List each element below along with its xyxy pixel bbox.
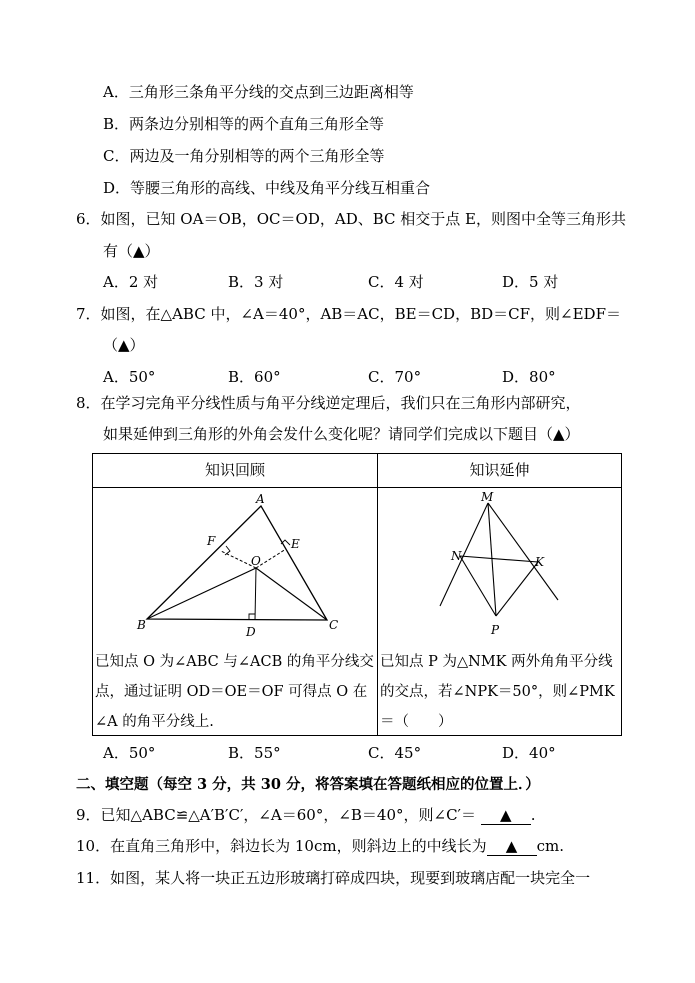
review-caption: 已知点 O 为∠ABC 与∠ACB 的角平分线交点，通过证明 OD＝OE＝OF 可得点 O 在∠A 的角平分线上. — [95, 654, 374, 730]
perpendicular-od — [255, 568, 256, 620]
q7-option-c: C．70° — [368, 368, 422, 386]
exterior-bisector-figure — [378, 488, 622, 647]
table-header-extension: 知识延伸 — [378, 454, 622, 488]
q7-stem-line1: 7．如图，在△ABC 中，∠A＝40°，AB＝AC，BE＝CD，BD＝CF，则∠EDF＝ — [76, 305, 621, 323]
q9-stem — [76, 804, 536, 825]
segment-mk-extended — [488, 503, 558, 600]
table-cell-extension — [378, 488, 622, 736]
q11-stem-line1: 11．如图，某人将一块正五边形玻璃打碎成四块，现要到玻璃店配一块完全一 — [76, 869, 591, 887]
q5-option-d: D．等腰三角形的高线、中线及角平分线互相重合 — [103, 179, 431, 197]
q10-answer-blank: ▲ — [487, 837, 537, 856]
q7-option-b: B．60° — [228, 368, 281, 386]
label-f: F — [207, 534, 216, 548]
q8-option-c: C．45° — [368, 744, 422, 762]
q9-end: . — [530, 806, 536, 824]
label-m: M — [481, 490, 494, 504]
label-c: C — [329, 618, 339, 632]
section-fill-in-title: 二、填空题（每空 3 分，共 30 分，将答案填在答题纸相应的位置上．） — [76, 776, 540, 793]
label-n: N — [451, 549, 462, 563]
q6-option-c: C．4 对 — [368, 273, 424, 291]
q6-option-d: D．5 对 — [502, 273, 559, 291]
bisector-co — [256, 568, 327, 620]
q7-option-a: A．50° — [103, 368, 156, 386]
label-p: P — [491, 623, 500, 637]
q8-knowledge-table — [92, 453, 622, 736]
q8-stem-line1: 8．在学习完角平分线性质与角平分线逆定理后，我们只在三角形内部研究， — [76, 394, 581, 412]
segment-np — [460, 556, 496, 616]
right-angle-mark-e — [281, 540, 290, 545]
angle-bisector-figure — [93, 488, 377, 647]
q6-option-b: B．3 对 — [228, 273, 284, 291]
q7-stem-line2: （▲） — [103, 336, 145, 354]
q6-stem-line1: 6．如图，已知 OA＝OB，OC＝OD，AD、BC 相交于点 E，则图中全等三角形共 — [76, 210, 626, 228]
q5-option-b: B．两条边分别相等的两个直角三角形全等 — [103, 115, 385, 133]
extension-caption: 已知点 P 为△NMK 两外角角平分线的交点，若∠NPK＝50°，则∠PMK＝（ ） — [380, 654, 615, 730]
q8-stem-line2: 如果延伸到三角形的外角会发什么变化呢？请同学们完成以下题目（▲） — [103, 425, 580, 443]
segment-kp — [496, 562, 538, 616]
q8-option-d: D．40° — [502, 744, 556, 762]
q10-stem — [76, 835, 564, 856]
q10-end: cm. — [536, 837, 564, 855]
table-cell-review — [93, 488, 378, 736]
q9-text: 9．已知△ABC≌△A′B′C′，∠A＝60°，∠B＝40°，则∠C′＝ — [76, 806, 476, 824]
table-header-review: 知识回顾 — [93, 454, 378, 488]
q9-answer-blank: ▲ — [481, 806, 531, 825]
label-e: E — [291, 537, 300, 551]
q10-text: 10．在直角三角形中，斜边长为 10cm，则斜边上的中线长为 — [76, 837, 487, 855]
q6-stem-line2: 有（▲） — [103, 242, 160, 260]
q8-option-b: B．55° — [228, 744, 281, 762]
label-d: D — [246, 625, 256, 639]
label-a: A — [256, 492, 265, 506]
triangle-abc — [147, 506, 327, 620]
q5-option-c: C．两边及一角分别相等的两个三角形全等 — [103, 147, 385, 165]
q5-option-a: A．三角形三条角平分线的交点到三边距离相等 — [103, 83, 414, 101]
bisector-bo — [147, 568, 256, 619]
label-k: K — [535, 555, 544, 569]
q7-option-d: D．80° — [502, 368, 556, 386]
segment-mp — [488, 503, 496, 616]
q8-option-a: A．50° — [103, 744, 156, 762]
label-b: B — [137, 618, 146, 632]
q6-option-a: A．2 对 — [103, 273, 159, 291]
label-o: O — [251, 554, 261, 568]
